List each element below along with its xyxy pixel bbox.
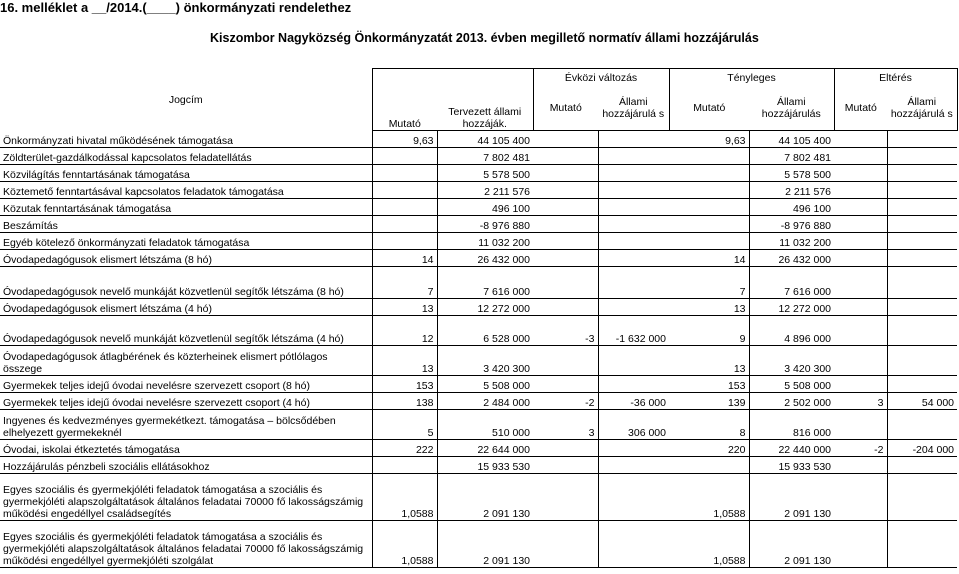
table-row bbox=[0, 410, 957, 440]
row-m-value: 153 bbox=[372, 376, 437, 393]
row-th-value: -8 976 880 bbox=[749, 216, 834, 233]
row-eh-value bbox=[598, 199, 669, 216]
table-row bbox=[0, 250, 957, 267]
row-dh-value bbox=[887, 346, 957, 376]
row-dh-value bbox=[887, 267, 957, 299]
row-t-value: -8 976 880 bbox=[437, 216, 533, 233]
row-th-value: 4 896 000 bbox=[749, 316, 834, 346]
row-t-value: 5 508 000 bbox=[437, 376, 533, 393]
row-em-value bbox=[533, 299, 598, 316]
row-eh-value bbox=[598, 131, 669, 148]
row-t-value: 6 528 000 bbox=[437, 316, 533, 346]
row-label: Zöldterület-gazdálkodással kapcsolatos feladatellátás bbox=[0, 148, 372, 165]
row-dh-value bbox=[887, 376, 957, 393]
table-row bbox=[0, 199, 957, 216]
row-label: Hozzájárulás pénzbeli szociális ellátásokhoz bbox=[0, 457, 372, 474]
row-th-value: 7 802 481 bbox=[749, 148, 834, 165]
row-t-value: 3 420 300 bbox=[437, 346, 533, 376]
row-t-value: 2 211 576 bbox=[437, 182, 533, 199]
row-t-value: 496 100 bbox=[437, 199, 533, 216]
table-row bbox=[0, 346, 957, 376]
row-dm-value bbox=[834, 410, 887, 440]
table-row bbox=[0, 440, 957, 457]
table-row bbox=[0, 148, 957, 165]
row-m-value bbox=[372, 165, 437, 182]
row-label: Óvodapedagógusok nevelő munkáját közvetlenül segítők létszáma (8 hó) bbox=[0, 267, 372, 299]
row-th-value: 5 508 000 bbox=[749, 376, 834, 393]
row-dm-value bbox=[834, 346, 887, 376]
row-th-value: 816 000 bbox=[749, 410, 834, 440]
table-row bbox=[0, 316, 957, 346]
row-tm-value bbox=[669, 165, 749, 182]
header-tenyleges: Tényleges bbox=[669, 69, 834, 87]
row-dm-value bbox=[834, 165, 887, 182]
row-t-value: 26 432 000 bbox=[437, 250, 533, 267]
row-dm-value bbox=[834, 216, 887, 233]
row-tm-value: 9 bbox=[669, 316, 749, 346]
row-eh-value bbox=[598, 148, 669, 165]
row-eh-value bbox=[598, 250, 669, 267]
row-label: Óvodapedagógusok nevelő munkáját közvetlenül segítők létszáma (4 hó) bbox=[0, 316, 372, 346]
table-row bbox=[0, 376, 957, 393]
row-dh-value bbox=[887, 148, 957, 165]
row-t-value: 2 091 130 bbox=[437, 521, 533, 568]
row-m-value bbox=[372, 199, 437, 216]
table-row bbox=[0, 457, 957, 474]
row-m-value: 1,0588 bbox=[372, 474, 437, 521]
row-th-value: 11 032 200 bbox=[749, 233, 834, 250]
row-dh-value bbox=[887, 216, 957, 233]
row-th-value: 7 616 000 bbox=[749, 267, 834, 299]
row-th-value: 15 933 530 bbox=[749, 457, 834, 474]
row-eh-value bbox=[598, 521, 669, 568]
row-em-value bbox=[533, 148, 598, 165]
row-label: Gyermekek teljes idejű óvodai nevelésre szervezett csoport (4 hó) bbox=[0, 393, 372, 410]
row-label: Egyéb kötelező önkormányzati feladatok támogatása bbox=[0, 233, 372, 250]
row-th-value: 2 211 576 bbox=[749, 182, 834, 199]
row-tm-value bbox=[669, 182, 749, 199]
row-em-value bbox=[533, 457, 598, 474]
row-label: Köztemető fenntartásával kapcsolatos feladatok támogatása bbox=[0, 182, 372, 199]
header-elteres: Eltérés bbox=[834, 69, 957, 87]
row-dm-value bbox=[834, 521, 887, 568]
table-row bbox=[0, 182, 957, 199]
normative-contribution-table bbox=[0, 68, 958, 568]
row-em-value bbox=[533, 521, 598, 568]
table-row bbox=[0, 393, 957, 410]
row-eh-value: -36 000 bbox=[598, 393, 669, 410]
row-tm-value bbox=[669, 457, 749, 474]
row-dm-value: -2 bbox=[834, 440, 887, 457]
row-dm-value bbox=[834, 457, 887, 474]
row-label: Óvodapedagógusok átlagbérének és közterheinek elismert pótlólagos összege bbox=[0, 346, 372, 376]
row-dm-value bbox=[834, 233, 887, 250]
row-th-value: 26 432 000 bbox=[749, 250, 834, 267]
row-dm-value bbox=[834, 250, 887, 267]
row-em-value: -2 bbox=[533, 393, 598, 410]
row-tm-value: 13 bbox=[669, 346, 749, 376]
header-mutato-3: Mutató bbox=[669, 86, 749, 131]
table-row bbox=[0, 521, 957, 568]
table-row bbox=[0, 474, 957, 521]
row-tm-value: 14 bbox=[669, 250, 749, 267]
header-allami-2: Állami hozzájárulá s bbox=[598, 86, 669, 131]
row-tm-value: 1,0588 bbox=[669, 521, 749, 568]
row-label: Gyermekek teljes idejű óvodai nevelésre szervezett csoport (8 hó) bbox=[0, 376, 372, 393]
row-m-value bbox=[372, 233, 437, 250]
row-tm-value: 153 bbox=[669, 376, 749, 393]
header-evkozi-valtozas: Évközi változás bbox=[533, 69, 669, 87]
row-tm-value: 9,63 bbox=[669, 131, 749, 148]
row-em-value bbox=[533, 216, 598, 233]
document-title: Kiszombor Nagyközség Önkormányzatát 2013. évben megillető normatív állami hozzájárulás bbox=[210, 31, 759, 45]
row-th-value: 12 272 000 bbox=[749, 299, 834, 316]
row-t-value: 5 578 500 bbox=[437, 165, 533, 182]
row-dm-value bbox=[834, 182, 887, 199]
row-m-value: 12 bbox=[372, 316, 437, 346]
annex-title: 16. melléklet a __/2014.(____) önkormányzati rendelethez bbox=[0, 0, 352, 15]
row-tm-value bbox=[669, 233, 749, 250]
row-eh-value bbox=[598, 165, 669, 182]
table-row bbox=[0, 299, 957, 316]
row-em-value bbox=[533, 376, 598, 393]
row-m-value: 13 bbox=[372, 346, 437, 376]
row-m-value bbox=[372, 148, 437, 165]
row-em-value: -3 bbox=[533, 316, 598, 346]
row-em-value bbox=[533, 346, 598, 376]
row-label: Közutak fenntartásának támogatása bbox=[0, 199, 372, 216]
row-em-value bbox=[533, 165, 598, 182]
row-t-value: 44 105 400 bbox=[437, 131, 533, 148]
row-th-value: 3 420 300 bbox=[749, 346, 834, 376]
row-label: Óvodapedagógusok elismert létszáma (8 hó) bbox=[0, 250, 372, 267]
header-allami-3: Állami hozzájárulás bbox=[749, 86, 834, 131]
row-em-value bbox=[533, 199, 598, 216]
row-dm-value bbox=[834, 199, 887, 216]
row-dh-value bbox=[887, 233, 957, 250]
row-label: Ingyenes és kedvezményes gyermekétkezt. támogatása – bölcsődében elhelyezett gyermekeknél bbox=[0, 410, 372, 440]
row-tm-value: 139 bbox=[669, 393, 749, 410]
row-tm-value: 13 bbox=[669, 299, 749, 316]
row-dm-value bbox=[834, 474, 887, 521]
row-th-value: 2 091 130 bbox=[749, 521, 834, 568]
row-t-value: 7 802 481 bbox=[437, 148, 533, 165]
row-dh-value bbox=[887, 474, 957, 521]
row-th-value: 44 105 400 bbox=[749, 131, 834, 148]
row-th-value: 2 502 000 bbox=[749, 393, 834, 410]
row-tm-value bbox=[669, 199, 749, 216]
row-label: Óvodapedagógusok elismert létszáma (4 hó) bbox=[0, 299, 372, 316]
table-row bbox=[0, 233, 957, 250]
row-eh-value bbox=[598, 457, 669, 474]
row-th-value: 22 440 000 bbox=[749, 440, 834, 457]
row-t-value: 2 091 130 bbox=[437, 474, 533, 521]
row-label: Beszámítás bbox=[0, 216, 372, 233]
row-dm-value bbox=[834, 267, 887, 299]
header-mutato-1: Mutató bbox=[372, 86, 437, 131]
row-t-value: 11 032 200 bbox=[437, 233, 533, 250]
row-m-value: 5 bbox=[372, 410, 437, 440]
row-dh-value bbox=[887, 131, 957, 148]
row-label: Önkormányzati hivatal működésének támogatása bbox=[0, 131, 372, 148]
row-th-value: 2 091 130 bbox=[749, 474, 834, 521]
row-em-value bbox=[533, 267, 598, 299]
row-t-value: 2 484 000 bbox=[437, 393, 533, 410]
row-label: Egyes szociális és gyermekjóléti feladatok támogatása a szociális és gyermekjóléti alapszolgáltatások általános feladatai 70000 fő lakosságszámig működési engedéllyel családsegítés bbox=[0, 474, 372, 521]
row-t-value: 15 933 530 bbox=[437, 457, 533, 474]
table-row bbox=[0, 267, 957, 299]
row-dh-value bbox=[887, 250, 957, 267]
row-dh-value bbox=[887, 410, 957, 440]
row-t-value: 12 272 000 bbox=[437, 299, 533, 316]
row-label: Óvodai, iskolai étkeztetés támogatása bbox=[0, 440, 372, 457]
row-dh-value: 54 000 bbox=[887, 393, 957, 410]
row-eh-value bbox=[598, 182, 669, 199]
row-dh-value bbox=[887, 182, 957, 199]
row-eh-value: -1 632 000 bbox=[598, 316, 669, 346]
header-mutato-2: Mutató bbox=[533, 86, 598, 131]
row-tm-value: 7 bbox=[669, 267, 749, 299]
row-eh-value bbox=[598, 376, 669, 393]
row-eh-value bbox=[598, 440, 669, 457]
row-m-value: 14 bbox=[372, 250, 437, 267]
row-dm-value bbox=[834, 148, 887, 165]
row-m-value bbox=[372, 216, 437, 233]
row-em-value bbox=[533, 233, 598, 250]
row-eh-value: 306 000 bbox=[598, 410, 669, 440]
table-row bbox=[0, 165, 957, 182]
row-dm-value bbox=[834, 316, 887, 346]
row-tm-value: 1,0588 bbox=[669, 474, 749, 521]
row-tm-value: 220 bbox=[669, 440, 749, 457]
row-em-value bbox=[533, 250, 598, 267]
row-m-value: 222 bbox=[372, 440, 437, 457]
row-em-value: 3 bbox=[533, 410, 598, 440]
header-tervezett: Tervezett állami hozzáják. bbox=[437, 86, 533, 131]
row-eh-value bbox=[598, 233, 669, 250]
row-tm-value: 8 bbox=[669, 410, 749, 440]
row-tm-value bbox=[669, 216, 749, 233]
row-em-value bbox=[533, 182, 598, 199]
header-mutato-4: Mutató bbox=[834, 86, 887, 131]
row-eh-value bbox=[598, 299, 669, 316]
row-t-value: 510 000 bbox=[437, 410, 533, 440]
row-dh-value bbox=[887, 316, 957, 346]
row-em-value bbox=[533, 474, 598, 521]
row-m-value: 9,63 bbox=[372, 131, 437, 148]
row-m-value: 7 bbox=[372, 267, 437, 299]
row-label: Közvilágítás fenntartásának támogatása bbox=[0, 165, 372, 182]
row-m-value bbox=[372, 457, 437, 474]
table-row bbox=[0, 131, 957, 148]
row-label: Egyes szociális és gyermekjóléti feladatok támogatása a szociális és gyermekjóléti alapszolgáltatások általános feladatai 70000 fő lakosságszámig működési engedéllyel gyermekjóléti szolgálat bbox=[0, 521, 372, 568]
row-dm-value bbox=[834, 376, 887, 393]
header-allami-4: Állami hozzájárulá s bbox=[887, 86, 957, 131]
row-th-value: 496 100 bbox=[749, 199, 834, 216]
row-dh-value bbox=[887, 299, 957, 316]
row-eh-value bbox=[598, 346, 669, 376]
row-dh-value bbox=[887, 199, 957, 216]
row-eh-value bbox=[598, 267, 669, 299]
row-m-value: 1,0588 bbox=[372, 521, 437, 568]
row-m-value bbox=[372, 182, 437, 199]
table-row bbox=[0, 216, 957, 233]
row-eh-value bbox=[598, 216, 669, 233]
row-eh-value bbox=[598, 474, 669, 521]
row-em-value bbox=[533, 131, 598, 148]
row-t-value: 7 616 000 bbox=[437, 267, 533, 299]
row-t-value: 22 644 000 bbox=[437, 440, 533, 457]
row-dh-value: -204 000 bbox=[887, 440, 957, 457]
row-dm-value bbox=[834, 299, 887, 316]
header-jogcim: Jogcím bbox=[168, 93, 203, 106]
row-dh-value bbox=[887, 457, 957, 474]
row-th-value: 5 578 500 bbox=[749, 165, 834, 182]
row-dm-value: 3 bbox=[834, 393, 887, 410]
row-em-value bbox=[533, 440, 598, 457]
row-dh-value bbox=[887, 521, 957, 568]
row-dm-value bbox=[834, 131, 887, 148]
row-dh-value bbox=[887, 165, 957, 182]
row-m-value: 13 bbox=[372, 299, 437, 316]
row-tm-value bbox=[669, 148, 749, 165]
row-m-value: 138 bbox=[372, 393, 437, 410]
